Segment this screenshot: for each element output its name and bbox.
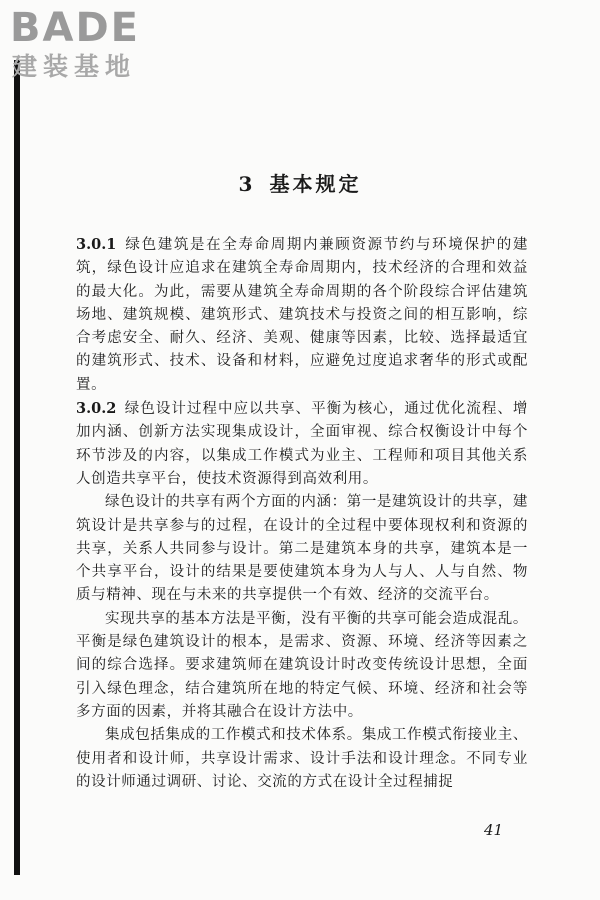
paragraph: 实现共享的基本方法是平衡，没有平衡的共享可能会造成混乱。平衡是绿色建筑设计的根本，是需求、资源、环境、经济等因素之间的综合选择。要求建筑师在建筑设计时改变传统设计思想，全面引入绿色理念，结合建筑所在地的特定气候、环境、经济和社会等多方面的因素，并将其融合在设计方法中。	[76, 610, 528, 720]
chapter-title	[0, 170, 600, 198]
paragraph: 绿色设计的共享有两个方面的内涵：第一是建筑设计的共享，建筑设计是共享参与的过程，在设计的全过程中要体现权利和资源的共享，关系人共同参与设计。第二是建筑本身的共享，建筑本是一个共享平台，设计的结果是要使建筑本身为人与人、人与自然、物质与精神、现在与未来的共享提供一个有效、经济的交流平台。	[76, 494, 528, 604]
paragraph: 集成包括集成的工作模式和技术体系。集成工作模式衔接业主、使用者和设计师，共享设计需求、设计手法和设计理念。不同专业的设计师通过调研、讨论、交流的方式在设计全过程捕捉	[76, 727, 528, 790]
clause-text: 绿色建筑是在全寿命周期内兼顾资源节约与环境保护的建筑，绿色设计应追求在建筑全寿命周期内，技术经济的合理和效益的最大化。为此，需要从建筑全寿命周期的各个阶段综合评估建筑场地、建筑规模、建筑形式、建筑技术与投资之间的相互影响，综合考虑安全、耐久、经济、美观、健康等因素，比较、选择最适宜的建筑形式、技术、设备和材料，应避免过度追求奢华的形式或配置。	[76, 237, 528, 393]
logo-latin-text: BADE	[10, 5, 140, 51]
clause-text: 绿色设计过程中应以共享、平衡为核心，通过优化流程、增加内涵、创新方法实现集成设计，全面审视、综合权衡设计中每个环节涉及的内容，以集成工作模式为业主、工程师和项目其他关系人创造共享平台，使技术资源得到高效利用。	[76, 401, 528, 487]
clause-number: 3.0.2	[76, 400, 117, 418]
clause-3-0-1	[76, 233, 528, 397]
body-text	[76, 233, 528, 794]
chapter-title-text: 基本规定	[269, 172, 362, 196]
chapter-number: 3	[238, 172, 256, 196]
clause-3-0-2	[76, 397, 528, 491]
logo-cjk-text: 建装基地	[12, 52, 137, 81]
watermark-logo	[6, 4, 176, 84]
page-number: 41	[484, 821, 504, 839]
clause-number: 3.0.1	[76, 236, 117, 253]
